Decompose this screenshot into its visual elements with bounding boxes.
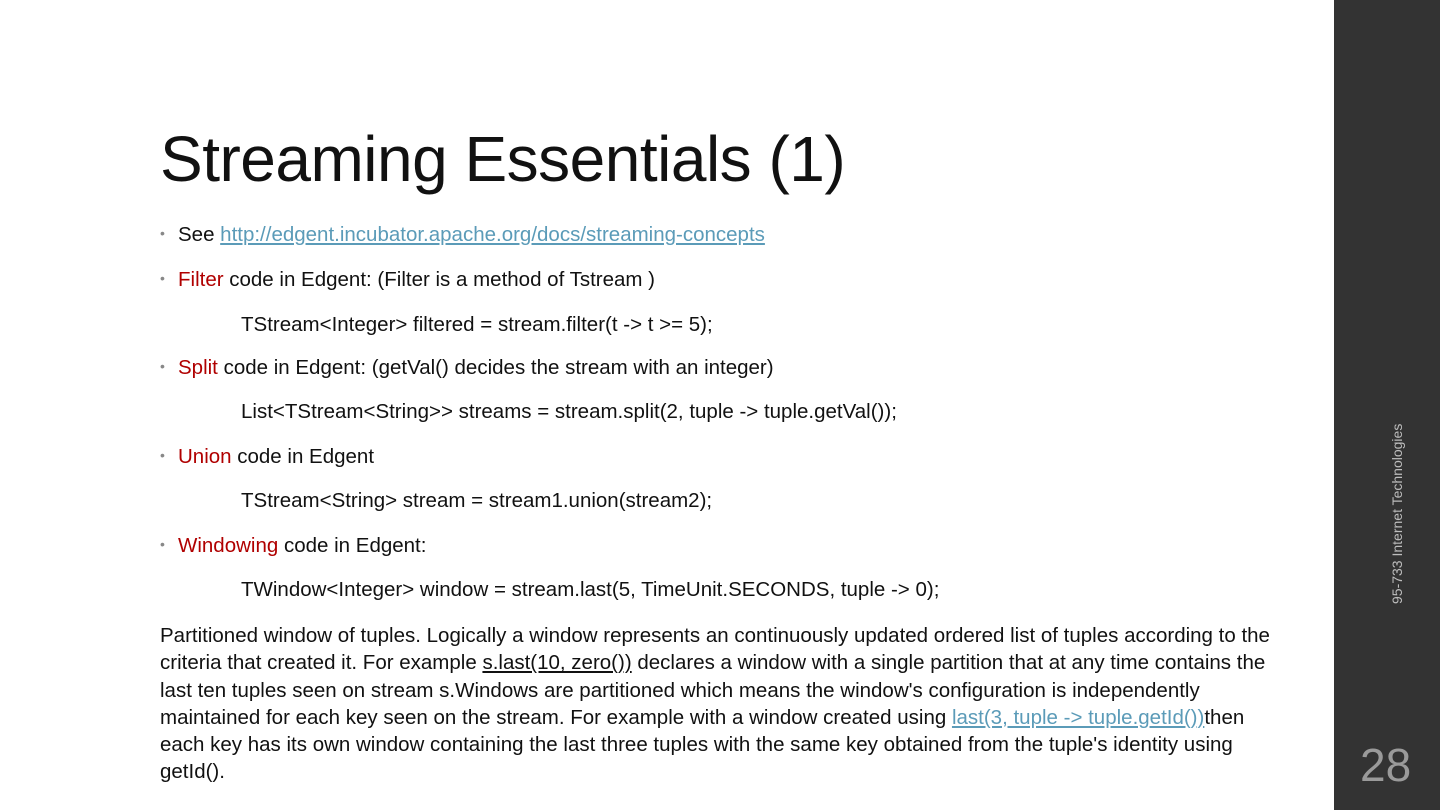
paragraph-code-example: s.last(10, zero()) [482,651,632,675]
bullet-split [160,356,774,380]
union-code: TStream<String> stream = stream1.union(stream2); [241,489,713,512]
bullet-dot: • [160,225,165,241]
course-label: 95-733 Internet Technologies [1389,423,1405,604]
split-keyword: Split [178,356,218,379]
union-keyword: Union [178,445,232,468]
paragraph-part3: then each key has its own window containing the last three tuples with the same key obtained from the tuple's identity using getId(). [160,705,1245,784]
filter-keyword: Filter [178,268,224,291]
bullet-dot: • [160,536,165,552]
paragraph-part1: Partitioned window of tuples. Logically a window represents an continuously updated ordered list of tuples according to the criteria that created it. For example [160,624,1270,675]
bullet-union [160,445,374,469]
filter-code: TStream<Integer> filtered = stream.filter(t -> t >= 5); [241,313,713,336]
windowing-text: code in Edgent: [278,534,427,557]
last-tuple-getid-link[interactable]: last(3, tuple -> tuple.getId()) [951,705,1205,729]
union-text: code in Edgent [231,445,375,468]
partitioned-window-paragraph [160,622,1270,786]
split-code: List<TStream<String>> streams = stream.split(2, tuple -> tuple.getVal()); [241,400,897,423]
bullet-dot: • [160,358,165,374]
bullet-dot: • [160,270,165,286]
filter-text: code in Edgent: (Filter is a method of Tstream ) [223,268,656,291]
page-number: 28 [1360,739,1412,791]
bullet-windowing [160,534,426,558]
bullet-see [160,223,765,247]
slide-title: Streaming Essentials (1) [160,123,846,195]
see-prefix: See [178,223,221,246]
windowing-code: TWindow<Integer> window = stream.last(5, TimeUnit.SECONDS, tuple -> 0); [241,578,940,601]
bullet-filter [160,268,655,292]
windowing-keyword: Windowing [178,534,279,557]
sidebar [1334,0,1440,810]
streaming-concepts-link[interactable]: http://edgent.incubator.apache.org/docs/streaming-concepts [220,223,765,246]
split-text: code in Edgent: (getVal() decides the stream with an integer) [217,356,774,379]
paragraph-part2: declares a window with a single partition that at any time contains the last ten tuples seen on stream s.Windows are partitioned which means the window's configuration is independently maintained for each key seen on the stream. For example with a window created using [160,651,1266,729]
bullet-dot: • [160,447,165,463]
